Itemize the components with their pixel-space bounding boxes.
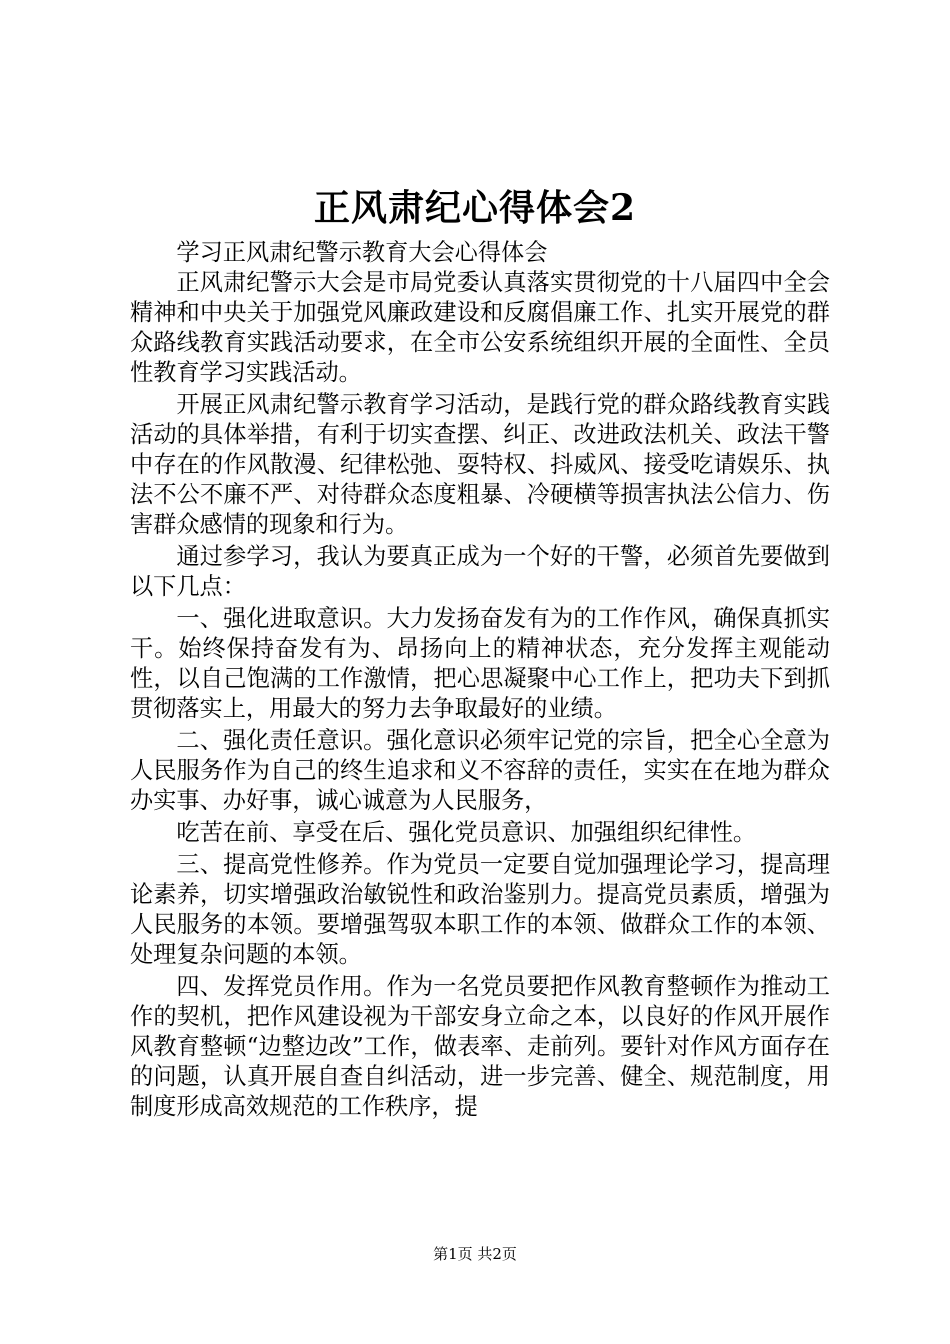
body-paragraph: 三、提高党性修养。作为党员一定要自觉加强理论学习，提高理论素养，切实增强政治敏锐性和政治鉴别力。提高党员素质，增强为人民服务的本领。要增强驾驭本职工作的本领、做群众工作的本领、处理复杂问题的本领。 (130, 851, 830, 968)
document-title: 正风肃纪心得体会2 (313, 187, 637, 229)
body-paragraph: 四、发挥党员作用。作为一名党员要把作风教育整顿作为推动工作的契机，把作风建设视为干部安身立命之本，以良好的作风开展作风教育整顿“边整边改”工作，做表率、走前列。要针对作风方面存在的问题，认真开展自查自纠活动，进一步完善、健全、规范制度，用制度形成高效规范的工作秩序，提 (130, 973, 830, 1120)
body-paragraph: 一、强化进取意识。大力发扬奋发有为的工作作风，确保真抓实干。始终保持奋发有为、昂扬向上的精神状态，充分发挥主观能动性，以自己饱满的工作激情，把心思凝聚中心工作上，把功夫下到抓贯彻落实上，用最大的努力去争取最好的业绩。 (130, 605, 830, 722)
body-paragraph: 正风肃纪警示大会是市局党委认真落实贯彻党的十八届四中全会精神和中央关于加强党风廉政建设和反腐倡廉工作、扎实开展党的群众路线教育实践活动要求，在全市公安系统组织开展的全面性、全员性教育学习实践活动。 (130, 269, 830, 386)
page-number-footer: 第1页 共2页 (433, 1245, 517, 1263)
document-body (130, 238, 830, 1122)
body-paragraph: 通过参学习，我认为要真正成为一个好的干警，必须首先要做到以下几点： (130, 543, 830, 600)
body-paragraph: 吃苦在前、享受在后、强化党员意识、加强组织纪律性。 (176, 819, 757, 846)
body-paragraph: 开展正风肃纪警示教育学习活动，是践行党的群众路线教育实践活动的具体举措，有利于切实查摆、纠正、改进政法机关、政法干警中存在的作风散漫、纪律松弛、耍特权、抖威风、接受吃请娱乐、执法不公不廉不严、对待群众态度粗暴、冷硬横等损害执法公信力、伤害群众感情的现象和行为。 (130, 391, 830, 538)
body-paragraph: 二、强化责任意识。强化意识必须牢记党的宗旨，把全心全意为人民服务作为自己的终生追求和义不容辞的责任，实实在在地为群众办实事、办好事，诚心诚意为人民服务， (130, 727, 830, 814)
subtitle-paragraph: 学习正风肃纪警示教育大会心得体会 (176, 239, 548, 266)
